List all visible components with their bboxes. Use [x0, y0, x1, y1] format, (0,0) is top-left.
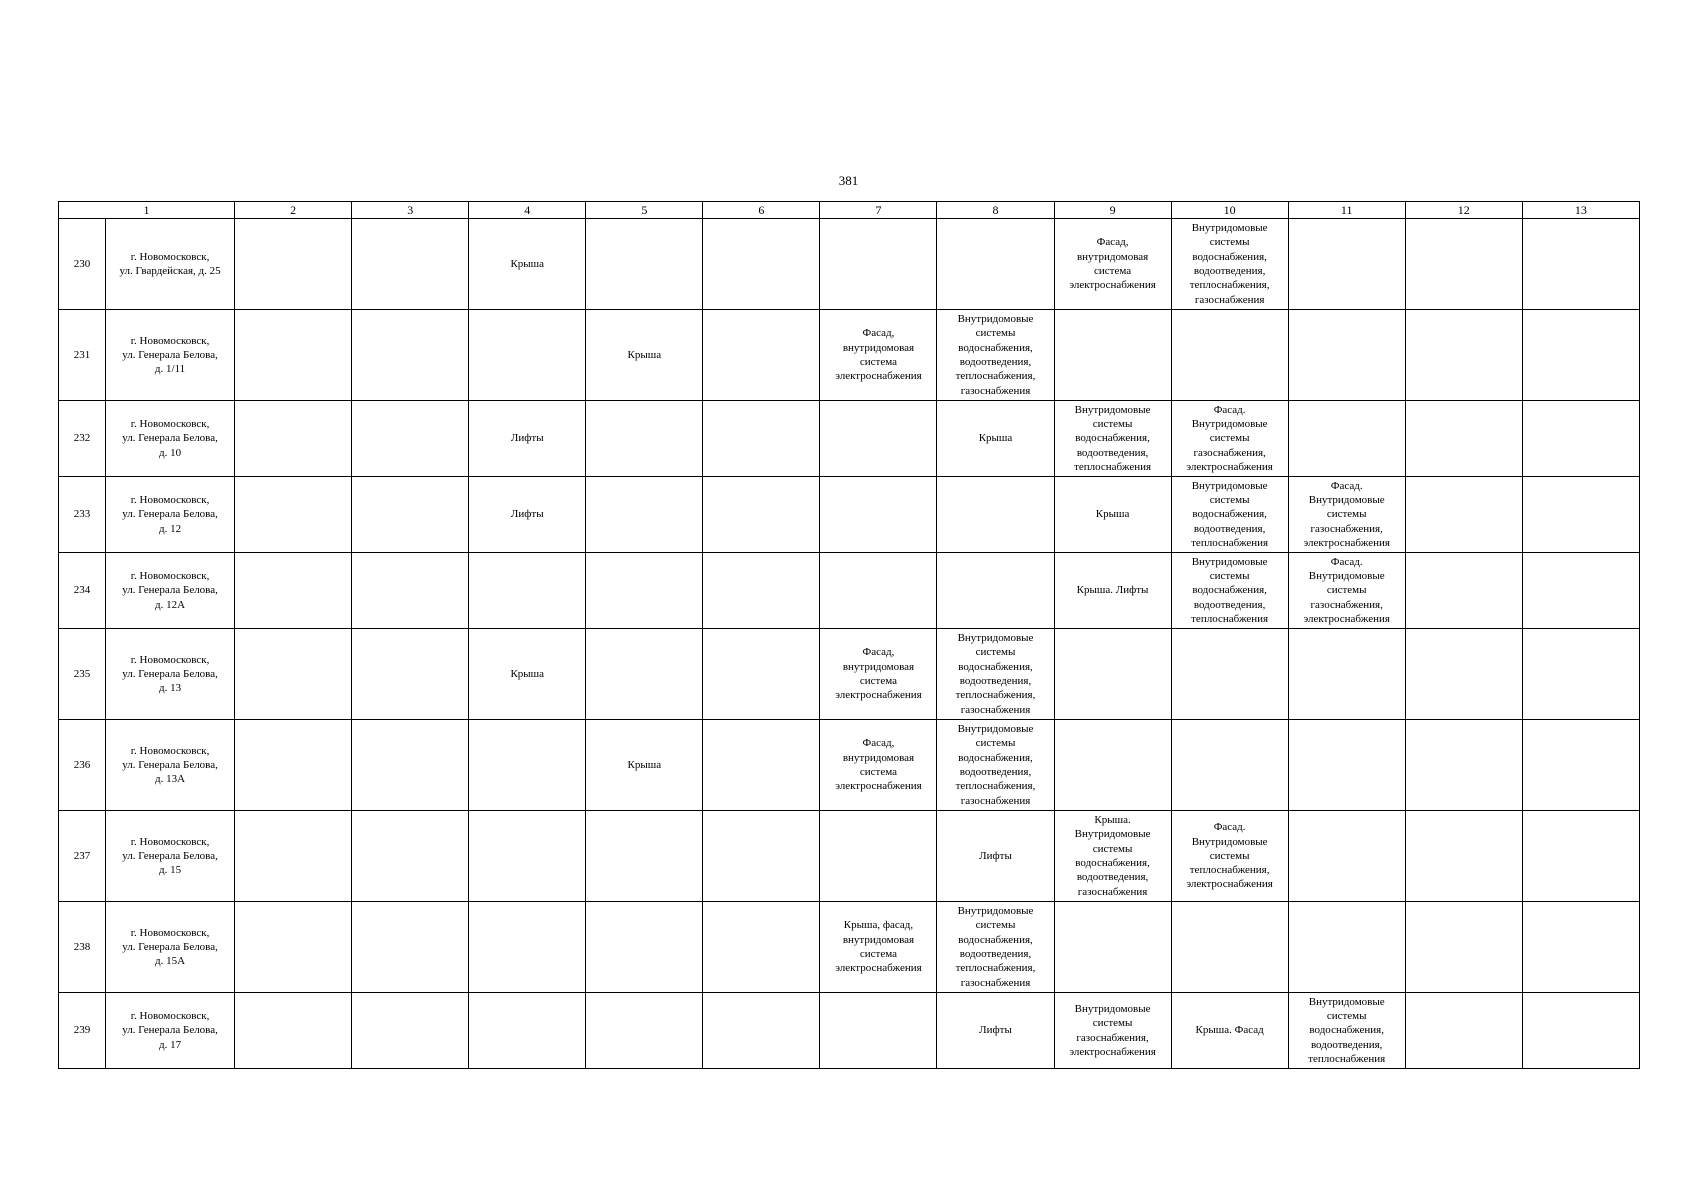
work-type-cell-col-4: Лифты — [469, 401, 586, 477]
work-type-cell-col-6 — [703, 902, 820, 993]
work-type-cell-col-6 — [703, 401, 820, 477]
work-type-cell-col-2 — [235, 310, 352, 401]
work-type-cell-col-7: Фасад, внутридомовая система электроснабжения — [820, 720, 937, 811]
page-number: 381 — [838, 173, 859, 188]
work-type-cell-col-9 — [1054, 720, 1171, 811]
work-type-cell-col-12 — [1405, 219, 1522, 310]
work-type-cell-col-6 — [703, 720, 820, 811]
work-type-cell-col-11: Фасад. Внутридомовые системы газоснабжения, электроснабжения — [1288, 477, 1405, 553]
row-number-cell: 238 — [59, 902, 106, 993]
work-type-cell-col-9: Фасад, внутридомовая система электроснабжения — [1054, 219, 1171, 310]
work-type-cell-col-12 — [1405, 629, 1522, 720]
work-type-cell-col-13 — [1522, 720, 1639, 811]
work-type-cell-col-2 — [235, 401, 352, 477]
column-header: 4 — [469, 202, 586, 219]
work-type-cell-col-11: Внутридомовые системы водоснабжения, водоотведения, теплоснабжения — [1288, 993, 1405, 1069]
work-type-cell-col-9: Крыша. Внутридомовые системы водоснабжения, водоотведения, газоснабжения — [1054, 811, 1171, 902]
address-cell: г. Новомосковск, ул. Генерала Белова, д. 10 — [106, 401, 235, 477]
work-type-cell-col-5: Крыша — [586, 720, 703, 811]
table-row — [59, 629, 1640, 720]
work-type-cell-col-7 — [820, 993, 937, 1069]
column-header: 5 — [586, 202, 703, 219]
work-type-cell-col-5 — [586, 811, 703, 902]
work-type-cell-col-11 — [1288, 902, 1405, 993]
work-type-cell-col-3 — [352, 310, 469, 401]
work-type-cell-col-5 — [586, 553, 703, 629]
address-cell: г. Новомосковск, ул. Генерала Белова, д. 12А — [106, 553, 235, 629]
work-type-cell-col-6 — [703, 629, 820, 720]
table-row — [59, 219, 1640, 310]
work-type-cell-col-8: Внутридомовые системы водоснабжения, водоотведения, теплоснабжения, газоснабжения — [937, 629, 1054, 720]
work-type-cell-col-4 — [469, 902, 586, 993]
repair-schedule-table — [58, 201, 1640, 1069]
work-type-cell-col-9 — [1054, 310, 1171, 401]
work-type-cell-col-12 — [1405, 310, 1522, 401]
work-type-cell-col-7: Фасад, внутридомовая система электроснабжения — [820, 310, 937, 401]
work-type-cell-col-4 — [469, 993, 586, 1069]
work-type-cell-col-5: Крыша — [586, 310, 703, 401]
column-header: 13 — [1522, 202, 1639, 219]
work-type-cell-col-6 — [703, 477, 820, 553]
address-cell: г. Новомосковск, ул. Генерала Белова, д. 13А — [106, 720, 235, 811]
work-type-cell-col-2 — [235, 553, 352, 629]
work-type-cell-col-12 — [1405, 720, 1522, 811]
row-number-cell: 230 — [59, 219, 106, 310]
work-type-cell-col-10 — [1171, 310, 1288, 401]
table-row — [59, 401, 1640, 477]
table-row — [59, 902, 1640, 993]
work-type-cell-col-2 — [235, 477, 352, 553]
address-cell: г. Новомосковск, ул. Генерала Белова, д. 15 — [106, 811, 235, 902]
column-header: 9 — [1054, 202, 1171, 219]
work-type-cell-col-6 — [703, 993, 820, 1069]
work-type-cell-col-9: Внутридомовые системы газоснабжения, электроснабжения — [1054, 993, 1171, 1069]
work-type-cell-col-11 — [1288, 310, 1405, 401]
table-row — [59, 477, 1640, 553]
work-type-cell-col-7 — [820, 811, 937, 902]
address-cell: г. Новомосковск, ул. Генерала Белова, д. 13 — [106, 629, 235, 720]
work-type-cell-col-13 — [1522, 219, 1639, 310]
work-type-cell-col-2 — [235, 811, 352, 902]
work-type-cell-col-5 — [586, 902, 703, 993]
work-type-cell-col-10: Крыша. Фасад — [1171, 993, 1288, 1069]
work-type-cell-col-7 — [820, 401, 937, 477]
column-number-row — [59, 202, 1640, 219]
work-type-cell-col-9 — [1054, 902, 1171, 993]
work-type-cell-col-11: Фасад. Внутридомовые системы газоснабжения, электроснабжения — [1288, 553, 1405, 629]
work-type-cell-col-5 — [586, 993, 703, 1069]
address-cell: г. Новомосковск, ул. Генерала Белова, д. 12 — [106, 477, 235, 553]
work-type-cell-col-3 — [352, 629, 469, 720]
work-type-cell-col-13 — [1522, 401, 1639, 477]
work-type-cell-col-7: Фасад, внутридомовая система электроснабжения — [820, 629, 937, 720]
work-type-cell-col-12 — [1405, 902, 1522, 993]
table-row — [59, 553, 1640, 629]
work-type-cell-col-13 — [1522, 477, 1639, 553]
table-body — [59, 219, 1640, 1069]
work-type-cell-col-8: Внутридомовые системы водоснабжения, водоотведения, теплоснабжения, газоснабжения — [937, 720, 1054, 811]
work-type-cell-col-10 — [1171, 720, 1288, 811]
work-type-cell-col-4 — [469, 310, 586, 401]
column-header: 1 — [59, 202, 235, 219]
work-type-cell-col-10 — [1171, 902, 1288, 993]
work-type-cell-col-11 — [1288, 720, 1405, 811]
work-type-cell-col-2 — [235, 720, 352, 811]
work-type-cell-col-10: Внутридомовые системы водоснабжения, водоотведения, теплоснабжения — [1171, 477, 1288, 553]
work-type-cell-col-5 — [586, 401, 703, 477]
work-type-cell-col-3 — [352, 902, 469, 993]
address-cell: г. Новомосковск, ул. Гвардейская, д. 25 — [106, 219, 235, 310]
work-type-cell-col-10: Внутридомовые системы водоснабжения, водоотведения, теплоснабжения — [1171, 553, 1288, 629]
work-type-cell-col-3 — [352, 993, 469, 1069]
column-header: 3 — [352, 202, 469, 219]
work-type-cell-col-12 — [1405, 401, 1522, 477]
table-row — [59, 811, 1640, 902]
work-type-cell-col-7 — [820, 477, 937, 553]
work-type-cell-col-2 — [235, 902, 352, 993]
work-type-cell-col-3 — [352, 811, 469, 902]
work-type-cell-col-3 — [352, 477, 469, 553]
column-header: 10 — [1171, 202, 1288, 219]
column-header: 12 — [1405, 202, 1522, 219]
work-type-cell-col-3 — [352, 720, 469, 811]
work-type-cell-col-10: Фасад. Внутридомовые системы газоснабжения, электроснабжения — [1171, 401, 1288, 477]
work-type-cell-col-8: Внутридомовые системы водоснабжения, водоотведения, теплоснабжения, газоснабжения — [937, 902, 1054, 993]
work-type-cell-col-6 — [703, 553, 820, 629]
work-type-cell-col-10 — [1171, 629, 1288, 720]
work-type-cell-col-11 — [1288, 401, 1405, 477]
work-type-cell-col-6 — [703, 811, 820, 902]
address-cell: г. Новомосковск, ул. Генерала Белова, д. 15А — [106, 902, 235, 993]
work-type-cell-col-12 — [1405, 993, 1522, 1069]
work-type-cell-col-8: Лифты — [937, 993, 1054, 1069]
column-header: 8 — [937, 202, 1054, 219]
work-type-cell-col-13 — [1522, 629, 1639, 720]
work-type-cell-col-13 — [1522, 310, 1639, 401]
table-row — [59, 310, 1640, 401]
work-type-cell-col-4 — [469, 720, 586, 811]
row-number-cell: 239 — [59, 993, 106, 1069]
address-cell: г. Новомосковск, ул. Генерала Белова, д. 1/11 — [106, 310, 235, 401]
work-type-cell-col-8: Крыша — [937, 401, 1054, 477]
work-type-cell-col-4 — [469, 811, 586, 902]
row-number-cell: 237 — [59, 811, 106, 902]
work-type-cell-col-9: Внутридомовые системы водоснабжения, водоотведения, теплоснабжения — [1054, 401, 1171, 477]
work-type-cell-col-3 — [352, 219, 469, 310]
work-type-cell-col-11 — [1288, 811, 1405, 902]
row-number-cell: 235 — [59, 629, 106, 720]
row-number-cell: 234 — [59, 553, 106, 629]
row-number-cell: 231 — [59, 310, 106, 401]
work-type-cell-col-11 — [1288, 629, 1405, 720]
work-type-cell-col-9: Крыша. Лифты — [1054, 553, 1171, 629]
row-number-cell: 232 — [59, 401, 106, 477]
work-type-cell-col-5 — [586, 477, 703, 553]
work-type-cell-col-10: Фасад. Внутридомовые системы теплоснабжения, электроснабжения — [1171, 811, 1288, 902]
work-type-cell-col-8 — [937, 553, 1054, 629]
work-type-cell-col-6 — [703, 310, 820, 401]
work-type-cell-col-2 — [235, 219, 352, 310]
work-type-cell-col-7 — [820, 553, 937, 629]
table-row — [59, 720, 1640, 811]
work-type-cell-col-13 — [1522, 553, 1639, 629]
work-type-cell-col-8 — [937, 477, 1054, 553]
column-header: 11 — [1288, 202, 1405, 219]
work-type-cell-col-5 — [586, 219, 703, 310]
work-type-cell-col-4 — [469, 553, 586, 629]
work-type-cell-col-2 — [235, 993, 352, 1069]
work-type-cell-col-4: Лифты — [469, 477, 586, 553]
work-type-cell-col-8: Внутридомовые системы водоснабжения, водоотведения, теплоснабжения, газоснабжения — [937, 310, 1054, 401]
address-cell: г. Новомосковск, ул. Генерала Белова, д. 17 — [106, 993, 235, 1069]
work-type-cell-col-6 — [703, 219, 820, 310]
work-type-cell-col-3 — [352, 401, 469, 477]
work-type-cell-col-4: Крыша — [469, 219, 586, 310]
column-header: 2 — [235, 202, 352, 219]
work-type-cell-col-4: Крыша — [469, 629, 586, 720]
column-header: 6 — [703, 202, 820, 219]
row-number-cell: 233 — [59, 477, 106, 553]
work-type-cell-col-8: Лифты — [937, 811, 1054, 902]
work-type-cell-col-11 — [1288, 219, 1405, 310]
work-type-cell-col-13 — [1522, 902, 1639, 993]
work-type-cell-col-12 — [1405, 811, 1522, 902]
work-type-cell-col-3 — [352, 553, 469, 629]
work-type-cell-col-7: Крыша, фасад, внутридомовая система электроснабжения — [820, 902, 937, 993]
work-type-cell-col-5 — [586, 629, 703, 720]
work-type-cell-col-13 — [1522, 993, 1639, 1069]
work-type-cell-col-2 — [235, 629, 352, 720]
work-type-cell-col-10: Внутридомовые системы водоснабжения, водоотведения, теплоснабжения, газоснабжения — [1171, 219, 1288, 310]
work-type-cell-col-7 — [820, 219, 937, 310]
work-type-cell-col-9: Крыша — [1054, 477, 1171, 553]
work-type-cell-col-13 — [1522, 811, 1639, 902]
work-type-cell-col-9 — [1054, 629, 1171, 720]
table-row — [59, 993, 1640, 1069]
work-type-cell-col-12 — [1405, 477, 1522, 553]
work-type-cell-col-8 — [937, 219, 1054, 310]
column-header: 7 — [820, 202, 937, 219]
work-type-cell-col-12 — [1405, 553, 1522, 629]
row-number-cell: 236 — [59, 720, 106, 811]
